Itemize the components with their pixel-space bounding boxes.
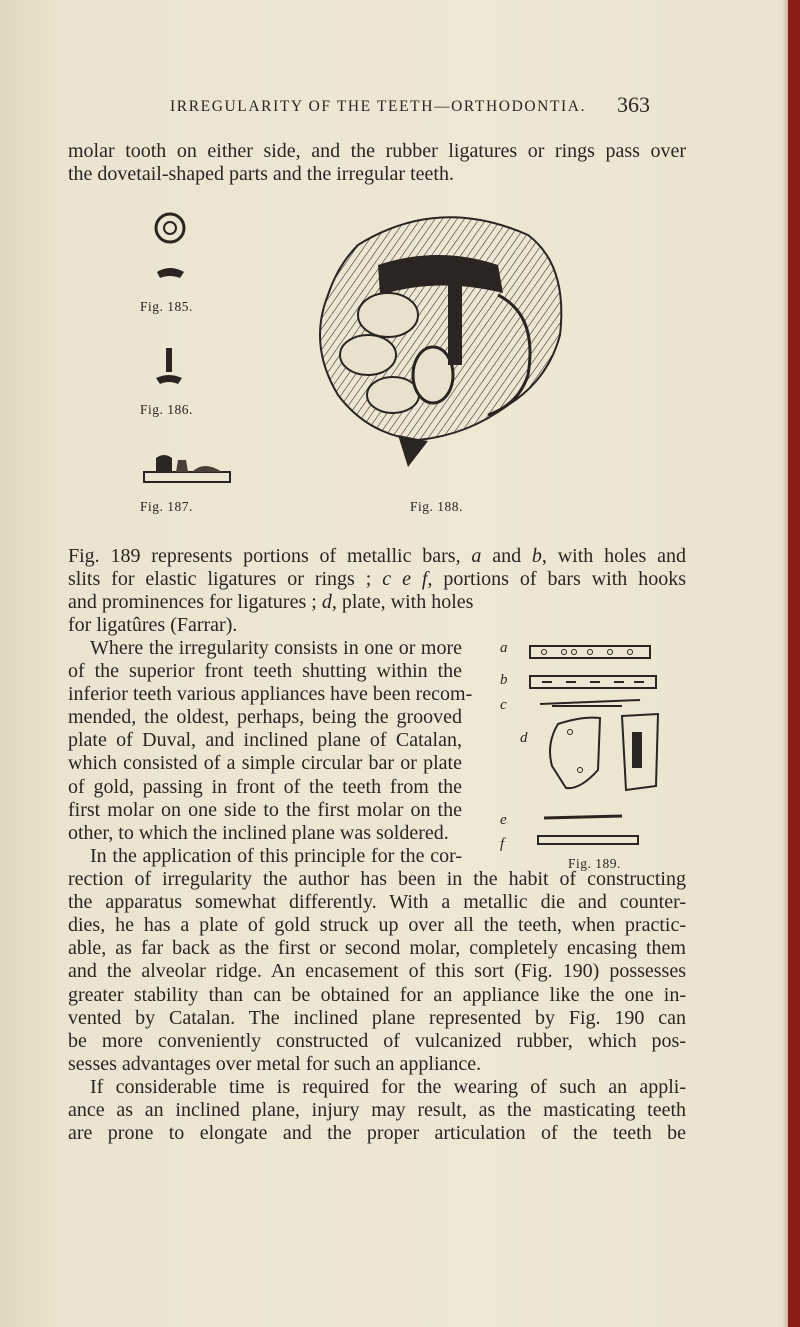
fig189-paragraph (68, 545, 686, 591)
fig186-illustration (150, 346, 190, 392)
text-line: for ligatûres (Farrar). (68, 614, 238, 637)
fig189-label-a: a (500, 640, 508, 656)
where-paragraph (68, 637, 473, 845)
page-number: 363 (617, 92, 650, 117)
text-line: other, to which the inclined plane was soldered. (68, 821, 449, 844)
fig188-caption: Fig. 188. (410, 499, 463, 514)
intro-paragraph (68, 140, 686, 186)
text-line: which consisted of a simple circular bar or plate (68, 752, 462, 775)
page-edge-strip (788, 0, 800, 1327)
text-line: first molar on one side to the first molar on the (68, 798, 462, 821)
fig189-label-d: d (520, 730, 528, 746)
fig189-label-b: b (500, 672, 508, 688)
text-line: inferior teeth various appliances have been recom- (68, 683, 473, 706)
text-line: If considerable time is required for the wearing of such an appli- (90, 1076, 686, 1098)
text-line: dies, he has a plate of gold struck up over all the teeth, when practic- (68, 914, 686, 937)
text-line: the apparatus somewhat differently. With a metallic die and counter- (68, 891, 686, 914)
text-line: sesses advantages over metal for such an appliance. (68, 1052, 482, 1075)
text-line: be more conveniently constructed of vulcanized rubber, which pos- (68, 1029, 686, 1052)
text-line: vented by Catalan. The inclined plane represented by Fig. 190 can (68, 1006, 686, 1029)
application-paragraph (68, 845, 686, 1076)
fig189-label-c: c (500, 697, 508, 713)
running-title: IRREGULARITY OF THE TEETH—ORTHODONTIA. (170, 98, 587, 115)
text-line: Where the irregularity consists in one or more (90, 637, 462, 659)
fig187-caption: Fig. 187. (140, 499, 193, 514)
fig189-illustration (522, 640, 672, 850)
fig185-caption: Fig. 185. (140, 299, 193, 314)
text-line: slits for elastic ligatures or rings ; c e f, portions of bars with hooks (68, 568, 686, 591)
text-line: and the alveolar ridge. An encasement of this sort (Fig. 190) possesses (68, 960, 686, 983)
text-line: able, as far back as the first or second molar, completely encasing them (68, 937, 686, 960)
text-line: greater stability than can be obtained for an appliance like the one in- (68, 983, 686, 1006)
fig189-label-f: f (500, 836, 505, 852)
fig187-illustration (142, 450, 234, 490)
text-line: In the application of this principle for the cor- (90, 845, 462, 867)
text-line: rection of irregularity the author has been in the habit of constructing (68, 868, 686, 891)
text-line: molar tooth on either side, and the rubber ligatures or rings pass over (68, 140, 686, 162)
text-line: ance as an inclined plane, injury may result, as the masticating teeth (68, 1099, 686, 1122)
text-line: of the superior front teeth shutting within the (68, 660, 462, 683)
last-paragraph (68, 1076, 686, 1145)
fig189-caption: Fig. 189. (568, 856, 621, 871)
fig188-illustration (298, 205, 578, 483)
fig189-paragraph-cont (68, 591, 474, 637)
text-line: and prominences for ligatures ; d, plate, with holes (68, 591, 474, 613)
text-line: the dovetail-shaped parts and the irregular teeth. (68, 163, 454, 186)
fig186-caption: Fig. 186. (140, 402, 193, 417)
text-line: of gold, passing in front of the teeth from the (68, 775, 462, 798)
fig185-illustration (140, 208, 200, 290)
fig189-label-e: e (500, 812, 508, 828)
text-line: plate of Duval, and inclined plane of Catalan, (68, 729, 462, 752)
text-line: Fig. 189 represents portions of metallic bars, a and b, with holes and (68, 545, 686, 567)
text-line: are prone to elongate and the proper articulation of the teeth be (68, 1122, 686, 1145)
text-line: mended, the oldest, perhaps, being the grooved (68, 706, 462, 729)
